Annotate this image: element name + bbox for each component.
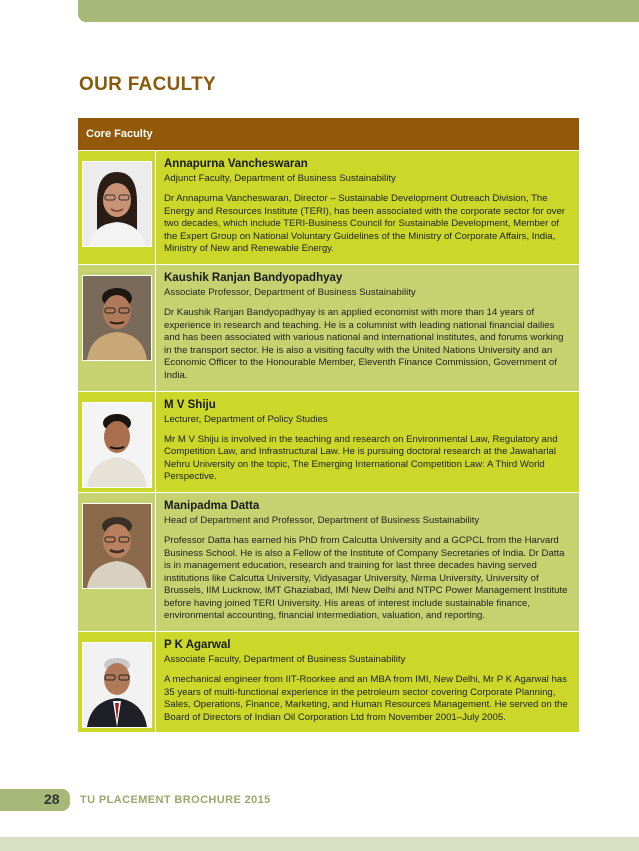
- faculty-photo: [82, 275, 152, 361]
- faculty-photo: [82, 161, 152, 247]
- faculty-row: [78, 631, 579, 732]
- faculty-info: [156, 265, 579, 391]
- top-decorative-band: [78, 0, 639, 22]
- faculty-info: [156, 392, 579, 492]
- photo-cell: [78, 392, 156, 492]
- faculty-row: [78, 391, 579, 492]
- faculty-table: [78, 118, 579, 732]
- page-number: 28: [44, 791, 60, 807]
- faculty-info: [156, 632, 579, 732]
- faculty-bio: A mechanical engineer from IIT-Roorkee and an MBA from IMI, New Delhi, Mr P K Agarwal has 35 years of multi-functional experience in the petroleum sector covering Corporate Planning, Sales, Operations, Finance, Marketing, and Human Resources Management. He served on the Board of Directors of Indian Oil Corporation Ltd from November 2001–July 2005.: [164, 674, 568, 723]
- section-title: OUR FACULTY: [79, 74, 216, 95]
- faculty-role: Associate Professor, Department of Business Sustainability: [164, 286, 416, 298]
- bottom-decorative-band: [0, 837, 639, 851]
- table-header: Core Faculty: [78, 118, 579, 150]
- faculty-bio: Mr M V Shiju is involved in the teaching and research on Environmental Law, Regulatory and Competition Law, and Infrastructural Law. He is pursuing doctoral research at the Jawaharlal Nehru University on the topic, The Emerging International Competition Law: A Third World Perspective.: [164, 433, 558, 483]
- faculty-role: Head of Department and Professor, Department of Business Sustainability: [164, 514, 480, 526]
- faculty-role: Adjunct Faculty, Department of Business Sustainability: [164, 173, 396, 184]
- brochure-title: TU PLACEMENT BROCHURE 2015: [80, 794, 271, 806]
- photo-cell: [78, 151, 156, 264]
- faculty-name: M V Shiju: [164, 398, 216, 411]
- photo-cell: [78, 632, 156, 732]
- faculty-bio: Professor Datta has earned his PhD from Calcutta University and a GCPCL from the Harvard Business School. He is also a Fellow of the Institute of Company Secretaries of India. Dr Datta is in management education, research and training for last three decades having served institutions like Calcutta University, Vidyasagar University, Nirma University, University of Brussels, IIM Lucknow, IMT Ghaziabad, IMI New Delhi and NTPC Power Management Institute before having joined TERI University. His areas of interest include sustainable finance, environmental accounting, financial intermediation, valuation, and reporting.: [164, 534, 568, 622]
- faculty-row: [78, 492, 579, 631]
- faculty-name: Annapurna Vancheswaran: [164, 158, 308, 170]
- faculty-name: P K Agarwal: [164, 639, 231, 652]
- faculty-bio: Dr Annapurna Vancheswaran, Director – Sustainable Development Outreach Division, The Energy and Resources Institute (TERI), has been associated with the corporate sector for over two decades, which include TERI-Business Council for Sustainable Development, Member of the Expert Group on National Voluntary Guidelines of the Ministry of Corporate Affairs, India, Ministry of New and Renewable Energy.: [164, 193, 566, 255]
- faculty-name: Kaushik Ranjan Bandyopadhyay: [164, 271, 343, 284]
- faculty-info: [156, 151, 579, 264]
- faculty-photo: [82, 642, 152, 728]
- faculty-info: [156, 493, 579, 631]
- faculty-role: Associate Faculty, Department of Business Sustainability: [164, 654, 406, 666]
- faculty-name: Manipadma Datta: [164, 499, 260, 512]
- faculty-role: Lecturer, Department of Policy Studies: [164, 413, 328, 425]
- photo-cell: [78, 493, 156, 631]
- faculty-photo: [82, 503, 152, 589]
- photo-cell: [78, 265, 156, 391]
- faculty-photo: [82, 402, 152, 488]
- faculty-bio: Dr Kaushik Ranjan Bandyopadhyay is an applied economist with more than 14 years of experience in research and teaching. He is a columnist with leading national financial dailies and has been associated with various national and international institutes, and forums working in the transport sector. He is also a visiting faculty with the United Nations University and an Economic Officer to the Honourable Member, Eleventh Finance Commission, Government of India.: [164, 306, 564, 381]
- faculty-row: [78, 264, 579, 391]
- faculty-row: [78, 150, 579, 264]
